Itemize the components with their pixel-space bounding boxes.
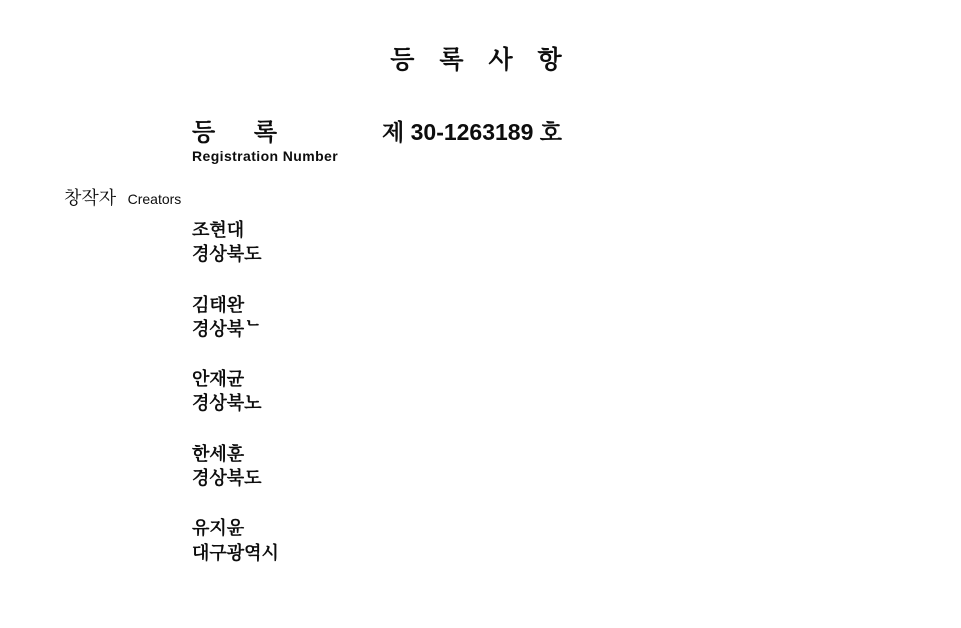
creator-name: 조현대 [192,220,245,240]
creator-region: 경상북도 [192,468,262,489]
creator-region: 대구광역시 [192,542,279,563]
registration-label-english: Registration Number [192,148,339,164]
creators-heading [64,184,181,210]
list-item [192,293,792,342]
creators-list [192,218,792,591]
list-item [192,218,792,267]
list-item [192,367,792,416]
creator-region: 경상북도 [192,244,262,265]
list-item [192,516,792,565]
registration-label-korean: 등 록 [192,119,294,146]
creators-heading-korean: 창작자 [64,188,117,208]
registration-row [192,112,892,152]
list-item [192,442,792,491]
creators-heading-english: Creators [127,191,182,207]
creator-name: 유지윤 [192,518,245,539]
creator-region: 경상북노 [192,393,262,414]
page-title: 등 록 사 항 [390,46,571,74]
creator-name: 안재균 [192,369,245,390]
creator-name: 김태완 [192,294,245,315]
creator-region: 경상북ᄂ [192,318,262,339]
creator-name: 한세훈 [192,443,245,464]
registration-number-value: 제 30-1263189 호 [382,119,562,145]
